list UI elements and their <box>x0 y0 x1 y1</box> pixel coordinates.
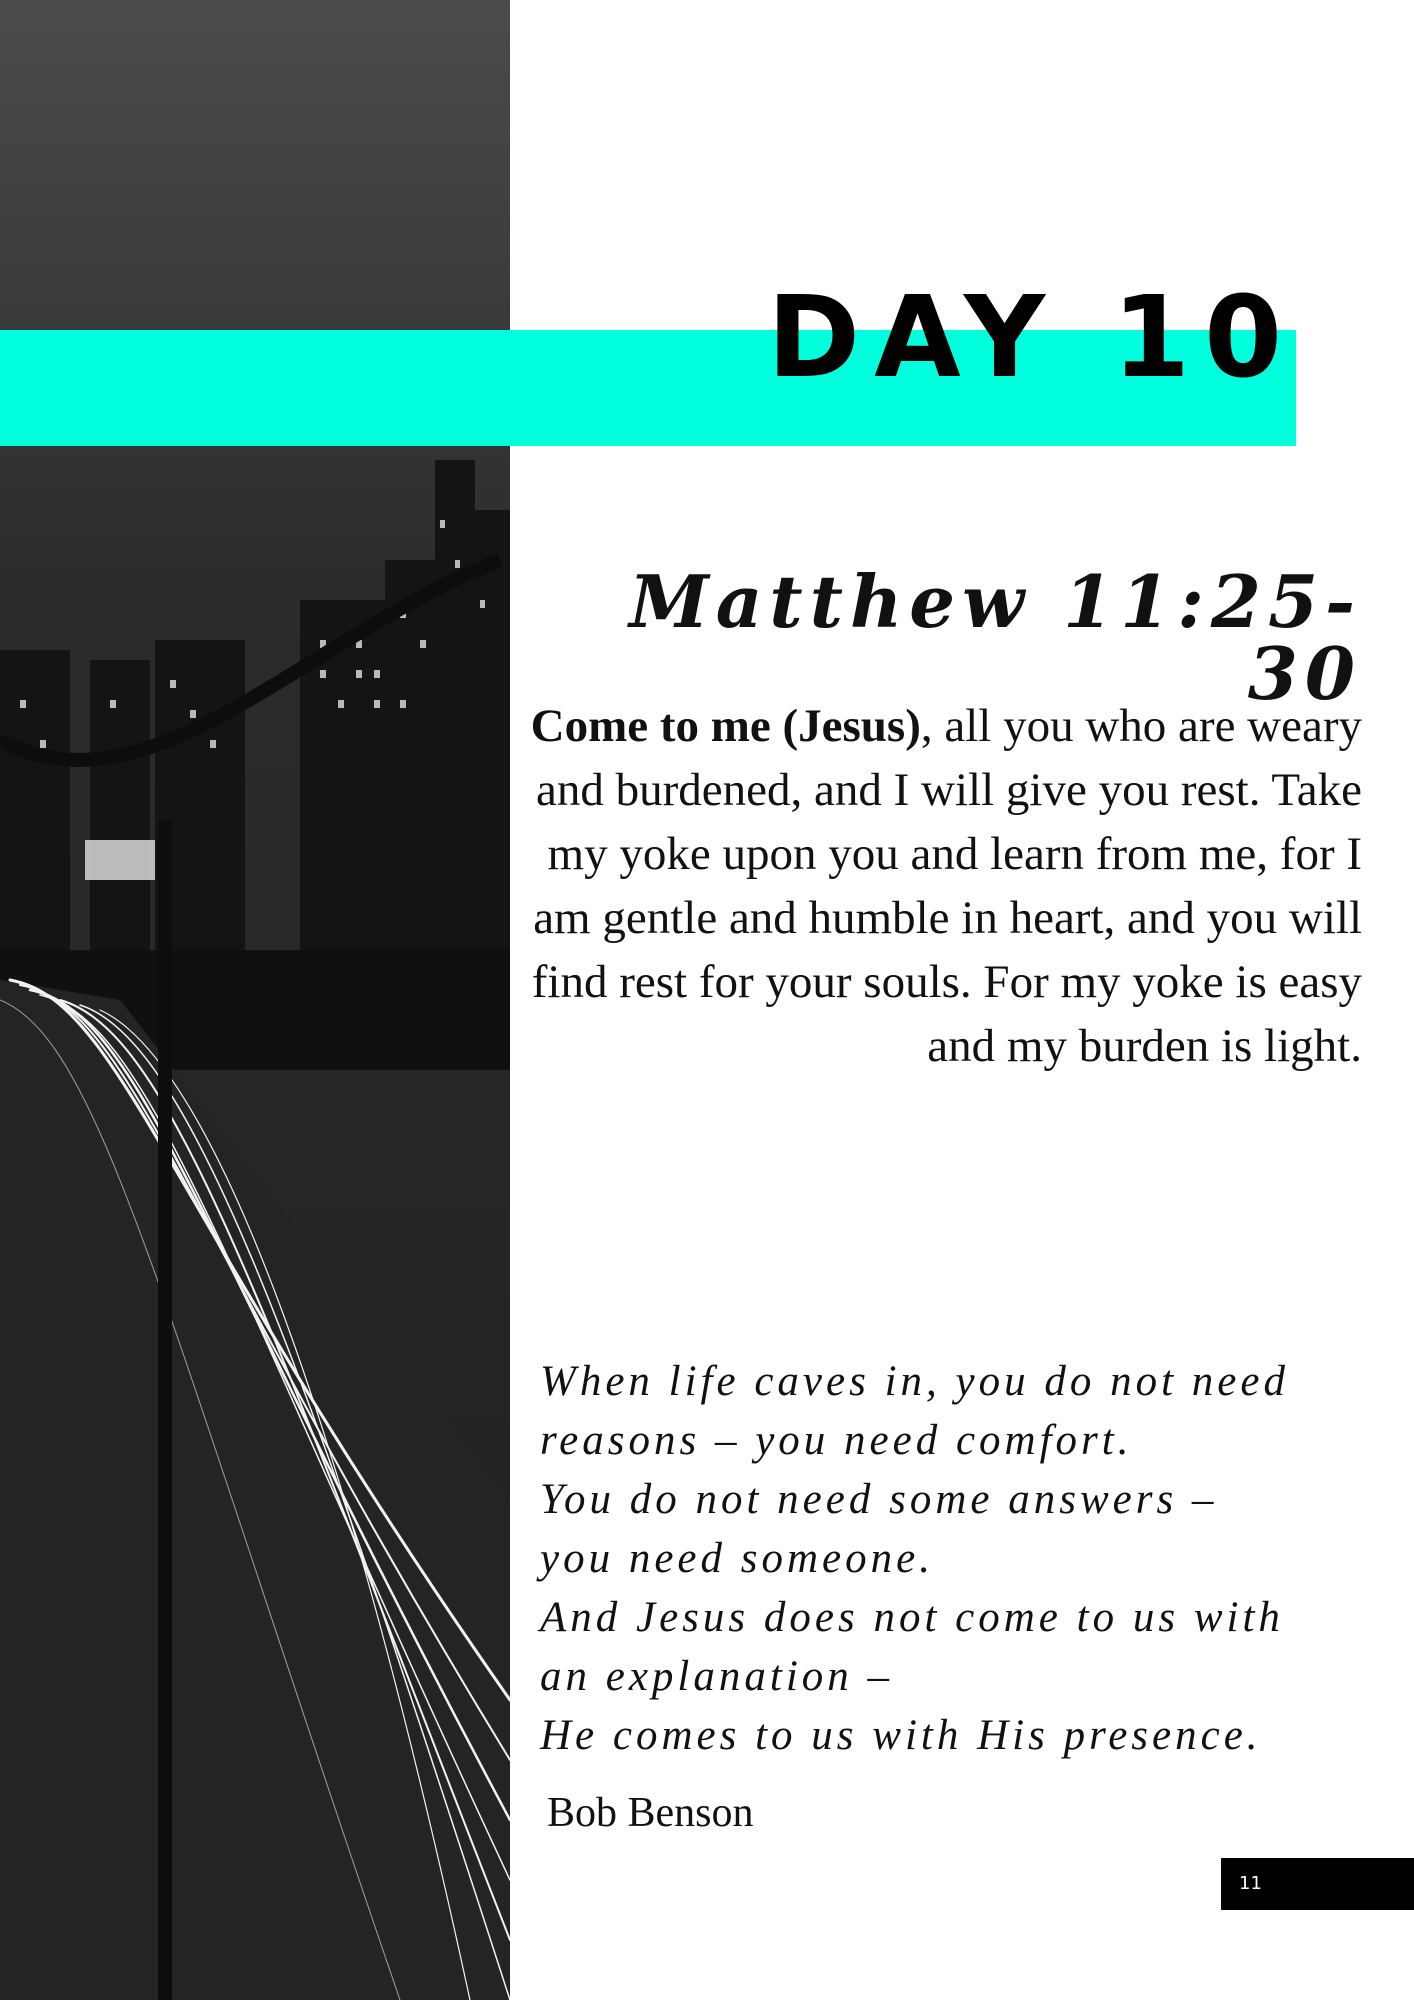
quote-line: reasons – you need comfort. <box>540 1417 1133 1464</box>
quote-line: And Jesus does not come to us with <box>540 1594 1284 1641</box>
verse-text <box>520 694 1362 1078</box>
verse-body: , all you who are weary and burdened, and I will give you rest. Take my yoke upon you and learn from me, for I am gentle and humble in heart, and you will find rest for your souls. For my yoke is easy and my burden is light. <box>531 700 1362 1072</box>
quote-line: When life caves in, you do not need <box>540 1358 1289 1405</box>
quote-line: You do not need some answers – <box>540 1476 1218 1523</box>
city-highway-photo <box>0 0 510 2000</box>
page-number: 11 <box>1239 1873 1262 1894</box>
quote-author: Bob Benson <box>547 1790 754 1836</box>
verse-emphasis: Come to me (Jesus) <box>530 700 921 752</box>
page-number-box <box>1221 1858 1414 1910</box>
quote-line: an explanation – <box>540 1653 894 1700</box>
quote-line: He comes to us with His presence. <box>540 1712 1262 1759</box>
quote-text <box>540 1352 1380 1765</box>
verse-reference: Matthew 11:25-30 <box>629 559 1362 716</box>
quote-line: you need someone. <box>540 1535 934 1582</box>
night-city-illustration <box>0 0 510 2000</box>
day-title: DAY 10 <box>767 273 1296 403</box>
